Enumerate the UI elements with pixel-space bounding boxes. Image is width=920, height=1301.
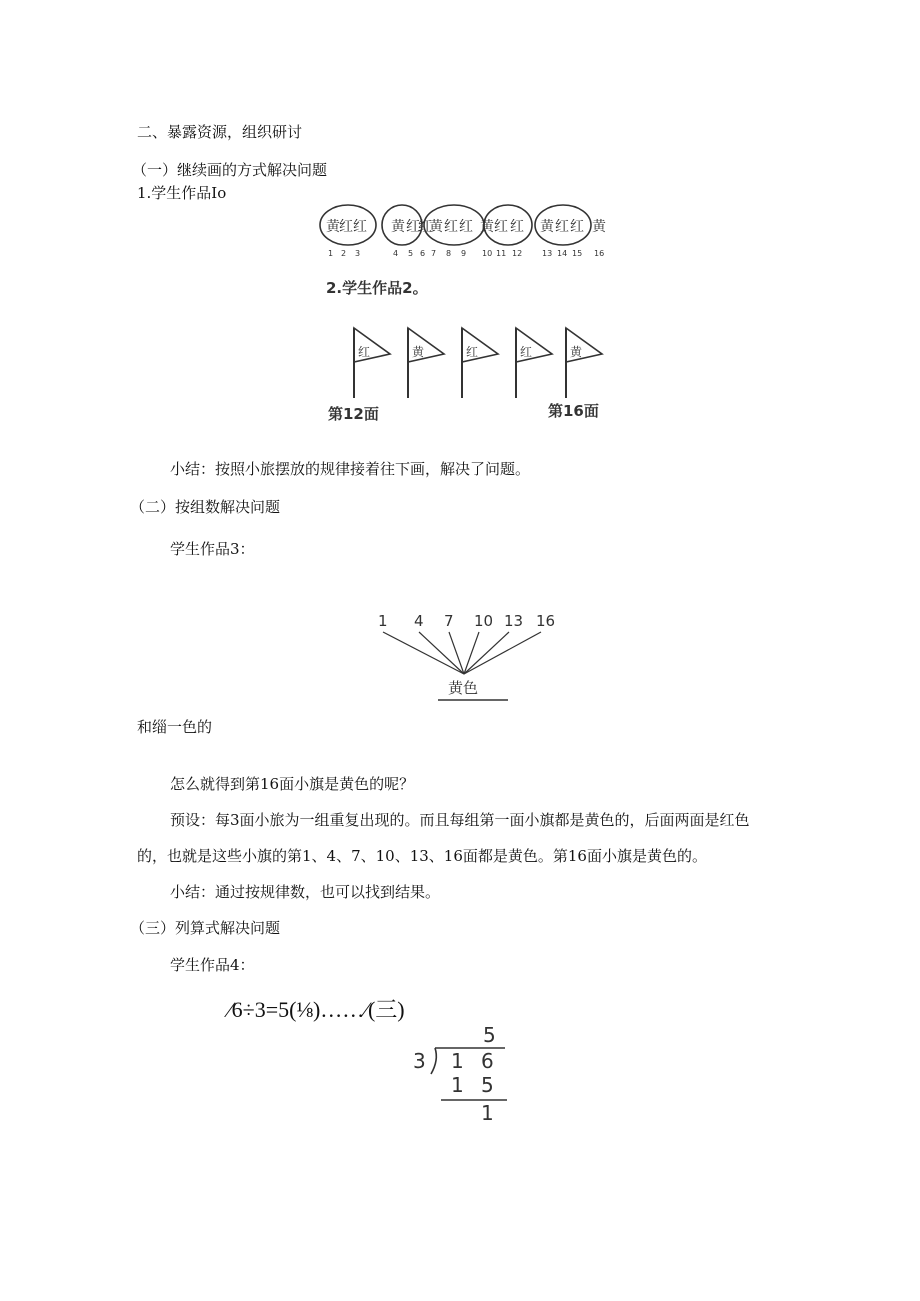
flag: [566, 328, 602, 398]
svg-text:黄: 黄: [570, 345, 583, 359]
work2-right-caption: 第16面: [548, 402, 599, 420]
divisor-digit: 3: [413, 1049, 426, 1073]
work1-number: 7: [431, 249, 437, 258]
work3-number: 7: [444, 612, 454, 630]
work1-char: 红: [510, 219, 524, 235]
work1-char: 红: [353, 219, 367, 235]
question-text: 怎么就得到第16面小旗是黄色的呢？: [170, 775, 415, 793]
part2-summary: 小结：通过按规律数，也可以找到结果。: [170, 883, 441, 901]
part3-title: （三）列算式解决问题: [130, 919, 281, 937]
dividend-digit-2: 6: [481, 1049, 494, 1073]
work1-number: 5: [408, 249, 414, 258]
work1-number: 13: [542, 249, 553, 258]
remainder-digit: 1: [481, 1101, 494, 1125]
work1-number: 10: [482, 249, 493, 258]
work1-char: 黄: [540, 219, 554, 235]
work1-number: 9: [461, 249, 467, 258]
section-title: 二、暴露资源，组织研讨: [137, 123, 303, 141]
division-bracket: [431, 1048, 505, 1074]
work1-number: 1: [328, 249, 334, 258]
work3-caption: 黄色: [448, 679, 479, 697]
work3-number: 4: [414, 612, 424, 630]
work1-label: 1.学生作品Io: [137, 184, 227, 202]
work3-number: 1: [378, 612, 388, 630]
work1-char: 黄: [429, 219, 443, 235]
work1-number: 16: [594, 249, 605, 258]
ocr-fragment: 和缁一色的: [137, 718, 213, 736]
flag: [408, 328, 444, 398]
svg-text:红: 红: [466, 345, 479, 359]
work1-char: 红: [444, 219, 458, 235]
equation-text: ∕6÷3=5(⅛)……∕(三): [228, 997, 405, 1022]
part1-title: （一）继续画的方式解决问题: [132, 161, 328, 179]
flag: [462, 328, 498, 398]
part2-title: （二）按组数解决问题: [130, 498, 281, 516]
work3-connector: [419, 632, 464, 674]
part1-summary: 小结：按照小旅摆放的规律接着往下画，解决了问题。: [170, 460, 531, 478]
work2-left-caption: 第12面: [328, 405, 379, 423]
dividend-digit-1: 1: [451, 1049, 464, 1073]
svg-text:黄: 黄: [412, 345, 425, 359]
work1-char: 黄: [391, 219, 405, 235]
preset-line-1: 预设：每3面小旅为一组重复出现的。而且每组第一面小旗都是黄色的，后面两面是红色: [170, 811, 750, 829]
work1-number: 2: [341, 249, 347, 258]
work3-number: 13: [504, 612, 524, 630]
quotient-digit: 5: [483, 1023, 496, 1047]
work1-sketch: [318, 200, 610, 262]
product-digit-1: 1: [451, 1073, 464, 1097]
work2-sketch: [326, 306, 606, 428]
work1-char: 红: [570, 219, 584, 235]
work4-label: 学生作品4：: [170, 956, 255, 974]
work3-number: 16: [536, 612, 556, 630]
work1-char: 黄: [326, 219, 340, 235]
svg-text:红: 红: [358, 345, 371, 359]
work1-char: 红: [339, 219, 353, 235]
work1-char: 红: [494, 219, 508, 235]
work1-number: 15: [572, 249, 583, 258]
work1-char: 黄: [592, 219, 606, 235]
product-digit-2: 5: [481, 1073, 494, 1097]
work1-number: 6: [420, 249, 426, 258]
flag: [516, 328, 552, 398]
work3-label: 学生作品3：: [170, 540, 255, 558]
work1-char: 红: [555, 219, 569, 235]
work1-number: 8: [446, 249, 452, 258]
work3-number: 10: [474, 612, 494, 630]
work1-char: 红: [459, 219, 473, 235]
work1-number: 3: [355, 249, 361, 258]
long-division-sketch: [405, 1022, 515, 1126]
svg-text:红: 红: [520, 345, 533, 359]
flag: [354, 328, 390, 398]
work3-sketch: [368, 608, 558, 708]
work1-number: 4: [393, 249, 399, 258]
work2-label: 2.学生作品2。: [326, 279, 428, 297]
work1-number: 12: [512, 249, 523, 258]
preset-line-2: 的，也就是这些小旗的第1、4、7、10、13、16面都是黄色。第16面小旗是黄色的。: [137, 847, 707, 865]
work1-number: 11: [496, 249, 507, 258]
work1-char: 红: [418, 219, 432, 235]
work1-char: 红: [406, 219, 420, 235]
work1-number: 14: [557, 249, 568, 258]
work1-char: 黄: [480, 219, 494, 235]
